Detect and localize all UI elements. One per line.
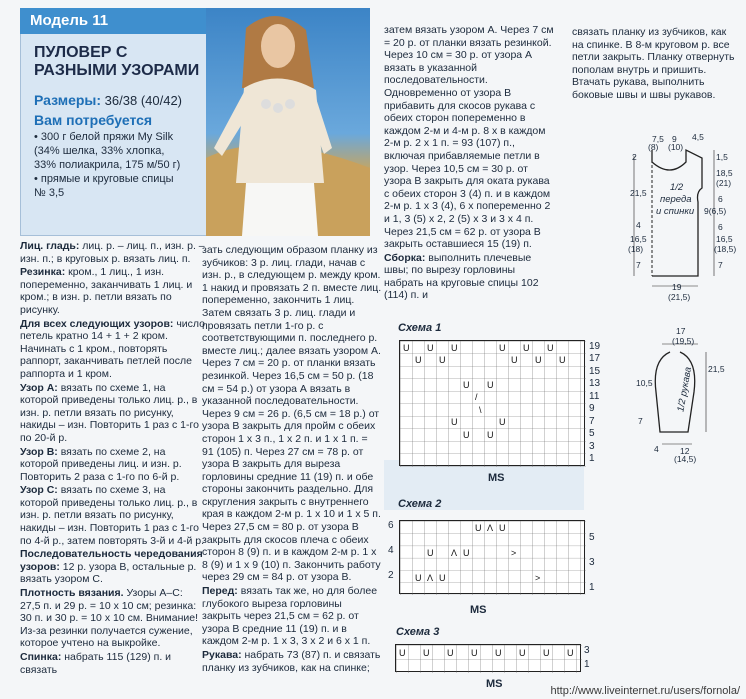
paragraph-text: 12 р. узора В, остальные р. вязать узором С. [20,560,197,586]
diagram-2-grid [399,520,585,594]
text-paragraph [20,382,206,445]
svg-text:U: U [475,523,482,533]
diagram-2-title: Схема 2 [398,498,442,510]
body-schematic [612,126,742,306]
paragraph-heading: Перед: [202,585,238,598]
sizes-value: 36/38 (40/42) [104,93,183,108]
model-label: Модель 11 [30,12,109,29]
svg-text:U: U [511,355,518,365]
text-paragraph [20,446,206,484]
dim-top: 9 [672,134,677,144]
paragraph-text: вязать так же, но для более глубокого выреза горловины закрыть через 21,5 см = 62 р. от узора В средние 11 (19) п. и в каждом 2-м р. 1 х 3, 3 х 2 и 6 х 1 п. [202,585,378,648]
text-paragraph [572,26,740,102]
row-number: 1 [589,453,595,464]
svg-text:U: U [499,343,506,353]
materials-list [34,130,204,200]
paragraph-text: набрать 73 (87) п. и связать планку из зубчиков, как на спинке; [202,649,381,674]
diagram-3-title: Схема 3 [396,626,440,638]
dim-right: (18,5) [714,244,737,254]
diagram-1-rapport: MS [488,472,505,484]
sizes-line [34,92,182,108]
text-paragraph [20,651,206,676]
row-number: 13 [589,378,601,389]
svg-text:U: U [451,417,458,427]
svg-text:Λ: Λ [487,523,494,533]
svg-text:U: U [463,548,470,558]
paragraph-text: кром., 1 лиц., 1 изн. попеременно, заканчивать 1 лиц. и кром.; в изн. р. петли вязать по рисунку. [20,266,193,316]
dim-left: 4 [636,220,641,230]
text-paragraph [20,587,206,650]
materials-line: 33% полиакрила, 175 м/50 г) [34,159,181,171]
row-number: 19 [589,341,601,352]
paragraph-text: связать планку из зубчиков, как на спинке. В 8-м круговом р. все петли закрыть. Планку отвернуть пополам внутрь и пришить. Втачать рукава, выполнить боковые швы и швы рукавов. [572,26,735,101]
paragraph-heading: Последовательность чередования узоров: [20,548,203,573]
diagram-1-grid [399,340,585,466]
text-column-3 [384,24,554,303]
text-paragraph [202,585,382,648]
paragraph-heading: Лиц. гладь: [20,240,80,252]
svg-text:/: / [475,392,478,402]
row-number: 2 [388,570,394,581]
svg-text:U: U [427,548,434,558]
paragraph-heading: Узор В: [20,445,58,458]
svg-text:U: U [439,355,446,365]
diagram-1-cells [400,341,586,467]
dim-right: 18,5 [716,168,733,178]
dim-right: 16,5 [716,234,733,244]
svg-text:U: U [463,380,470,390]
dim-right: 1,5 [716,152,728,162]
schematic-label: 1/2 рукава [675,366,695,413]
paragraph-heading: Узор С: [20,484,58,497]
text-column-4 [572,26,740,103]
paragraph-text: набрать 115 (129) п. и связать [20,651,172,676]
svg-text:>: > [535,573,541,583]
watermark-url: http://www.liveinternet.ru/users/fornola/ [550,685,740,697]
diagram-3-cells [396,645,582,673]
model-photo-illustration [206,8,370,236]
dim-bottom: 12 [680,446,690,456]
sizes-label: Размеры: [34,92,102,108]
row-number: 1 [584,659,590,670]
materials-line: • 300 г белой пряжи My Silk [34,131,174,143]
dim-left: 21,5 [630,188,647,198]
dim-left: 2 [632,152,637,162]
row-number: 5 [589,532,595,543]
text-column-1 [20,240,206,677]
text-column-2 [202,244,382,675]
paragraph-text: вязать по схеме 2, на которой приведены лиц. и изн. р. Повторить 2 раза с 1-го по 6-й р. [20,445,182,483]
dim-left: 10,5 [636,378,653,388]
svg-text:U: U [439,573,446,583]
model-photo [206,8,370,236]
dim-right: 21,5 [708,364,725,374]
row-number: 7 [589,416,595,427]
dim-top: 4,5 [692,132,704,142]
schematic-label: и спинки [656,206,695,217]
dim-left: 7 [638,416,643,426]
text-paragraph [202,244,382,584]
row-number: 9 [589,403,595,414]
paragraph-text: затем вязать узором А. Через 7 см = 20 р. от планки вязать резинкой. Через 10 см = 30 р. от узора А вязать в указанной последовательности. Одновременно от узора В прибавить для скосов рукава с обеих сторон попеременно в каждом 2-м и 4-м р. 8 х в каждом 2-м р. 2 х 1 п. = 93 (107) п., включая прибавляемые петли в узор. Через 10,5 см = 30 р. от узора В закрыть для оката рукава с обеих сторон 3 (4) п. и в каждом 2-м р. 1 х 3 (4), 6 х попеременно 2 и 1, 3 (5) х 2, 2 (5) х 3 и 3 х 4 п. Через 21,5 см = 62 р. от узора В закрыть оставшиеся 15 (19) п. [384,24,554,251]
text-paragraph [20,484,206,547]
materials-heading: Вам потребуется [34,112,153,128]
svg-text:U: U [547,343,554,353]
paragraph-heading: Резинка: [20,266,66,279]
dim-top: (8) [648,142,659,152]
svg-text:U: U [451,343,458,353]
text-paragraph [384,24,554,251]
row-number: 15 [589,366,601,377]
dim-top: (10) [668,142,684,152]
row-number: 17 [589,353,601,364]
svg-text:U: U [447,648,454,658]
paragraph-text: зать следующим образом планку из зубчиков: 3 р. лиц. глади, начав с изн. р., в следующем р. между кром. 1 накид и провязать 2 п. вместе лиц. попеременно, закончить 1 лиц. Затем связать 3 р. лиц. глади и провязать петли 1-го р. с соответствующими п. последнего р. вместе лиц.; далее вязать узором А. Через 7 см = 20 р. от планки вязать резинкой. Через 16,5 см = 50 р. (18 см = 54 р.) от узора А вязать в указанной последовательности. Через 9 см = 26 р. (6,5 см = 18 р.) от узора В закрыть для пройм с обеих сторон 1 х 3 п., 1 х 2 п. и 1 х 1 п. = 91 (105) п. Через 27 см = 78 р. от узора В закрыть для выреза горловины средние 11 (19) п. и обе стороны закончить раздельно. Для скругления закрыть с внутреннего края в каждом 2-м р. 1 х 10 и 1 х 5 п. Через 27,5 см = 80 р. от узора В закрыть для скосов плеча с обеих сторон 8 (9) п. и в каждом 2-м р. 1 х 8 (9) и 1 х 9 (10) п. Закончить работу через 29 см = 84 р. от узора В. [202,244,382,584]
svg-text:U: U [559,355,566,365]
dim-bottom: (14,5) [674,454,697,464]
sleeve-schematic [622,322,742,464]
svg-text:U: U [567,648,574,658]
dim-right: 7 [718,260,723,270]
svg-text:U: U [519,648,526,658]
svg-text:U: U [415,573,422,583]
paragraph-heading: Рукава: [202,649,242,661]
paragraph-heading: Плотность вязания. [20,587,124,600]
paragraph-heading: Сборка: [384,251,426,264]
paragraph-text: вязать по схеме 3, на которой приведены только лиц. р., в изн. р. петли вязать по рисунку, накиды – изн. Повторить 1 раз с 1-го по 4-й р., затем повторять 3-й и 4-й р. [20,484,205,547]
svg-text:U: U [523,343,530,353]
svg-text:U: U [535,355,542,365]
paragraph-heading: Узор А: [20,381,58,394]
schematic-label: переда [660,194,692,205]
row-number: 3 [584,645,590,656]
svg-text:Λ: Λ [427,573,434,583]
diagram-2-rapport: MS [470,604,487,616]
text-paragraph [384,252,554,302]
diagram-3-grid [395,644,581,672]
dim-right: 6 [718,222,723,232]
svg-text:Λ: Λ [451,548,458,558]
svg-text:U: U [463,430,470,440]
text-paragraph [20,548,206,586]
paragraph-text: Узоры А–С: 27,5 п. и 29 р. = 10 х 10 см; резинка: 30 п. и 30 р. = 10 х 10 см. Внимание! Из-за резинки получается сужение, которое учтено на выкройке. [20,587,199,650]
row-number: 3 [589,557,595,568]
svg-text:U: U [495,648,502,658]
diagram-2-cells [400,521,586,595]
row-number: 6 [388,520,394,531]
dim-top: (19,5) [672,336,695,346]
dim-right: 6 [718,194,723,204]
row-number: 11 [589,391,600,402]
svg-text:U: U [399,648,406,658]
text-paragraph [20,318,206,381]
text-paragraph [20,240,206,265]
svg-text:U: U [423,648,430,658]
svg-text:U: U [487,380,494,390]
dim-bottom: 4 [654,444,659,454]
pattern-title: ПУЛОВЕР С РАЗНЫМИ УЗОРАМИ [34,44,200,79]
dim-top: 17 [676,326,686,336]
paragraph-text: число петель кратно 14 + 1 + 2 кром. Начинать с 1 кром., повторять раппорт, заканчивать петлей после раппорта и 1 кром. [20,317,206,380]
row-number: 5 [589,428,595,439]
row-number: 4 [388,545,394,556]
materials-line: (34% шелка, 33% хлопка, [34,145,165,157]
svg-text:U: U [487,430,494,440]
paragraph-heading: Спинка: [20,651,62,663]
svg-text:U: U [499,417,506,427]
row-number: 1 [589,582,595,593]
diagram-1-title: Схема 1 [398,322,442,334]
svg-text:U: U [471,648,478,658]
paragraph-text: лиц. р. – лиц. п., изн. р. – изн. п.; в круговых р. вязать лиц. п. [20,240,205,265]
svg-text:\: \ [479,405,482,415]
diagram-3-rapport: MS [486,678,503,690]
svg-text:U: U [403,343,410,353]
dim-bottom: 19 [672,282,682,292]
row-number: 3 [589,441,595,452]
paragraph-text: вязать по схеме 1, на которой приведены только лиц. р., в изн. р. петли вязать по рисунку, накиды – изн. Повторить 1 раз с 1-го по 20-й р. [20,381,199,444]
svg-text:U: U [543,648,550,658]
schematic-label: 1/2 [670,182,684,193]
svg-text:U: U [427,343,434,353]
svg-text:>: > [511,548,517,558]
materials-line: № 3,5 [34,187,65,199]
dim-top: 7,5 [652,134,664,144]
svg-text:U: U [499,523,506,533]
dim-bottom: (21,5) [668,292,691,302]
dim-right: 9(6,5) [704,206,727,216]
dim-left: 7 [636,260,641,270]
dim-left: (18) [628,244,644,254]
materials-line: • прямые и круговые спицы [34,173,174,185]
svg-text:U: U [415,355,422,365]
text-paragraph [202,649,382,674]
paragraph-text: выполнить плечевые швы; по вырезу горловины набрать на круговые спицы 102 (114) п. и [384,251,539,302]
dim-left: 16,5 [630,234,647,244]
dim-right: (21) [716,178,732,188]
paragraph-heading: Для всех следующих узоров: [20,317,174,330]
text-paragraph [20,266,206,316]
